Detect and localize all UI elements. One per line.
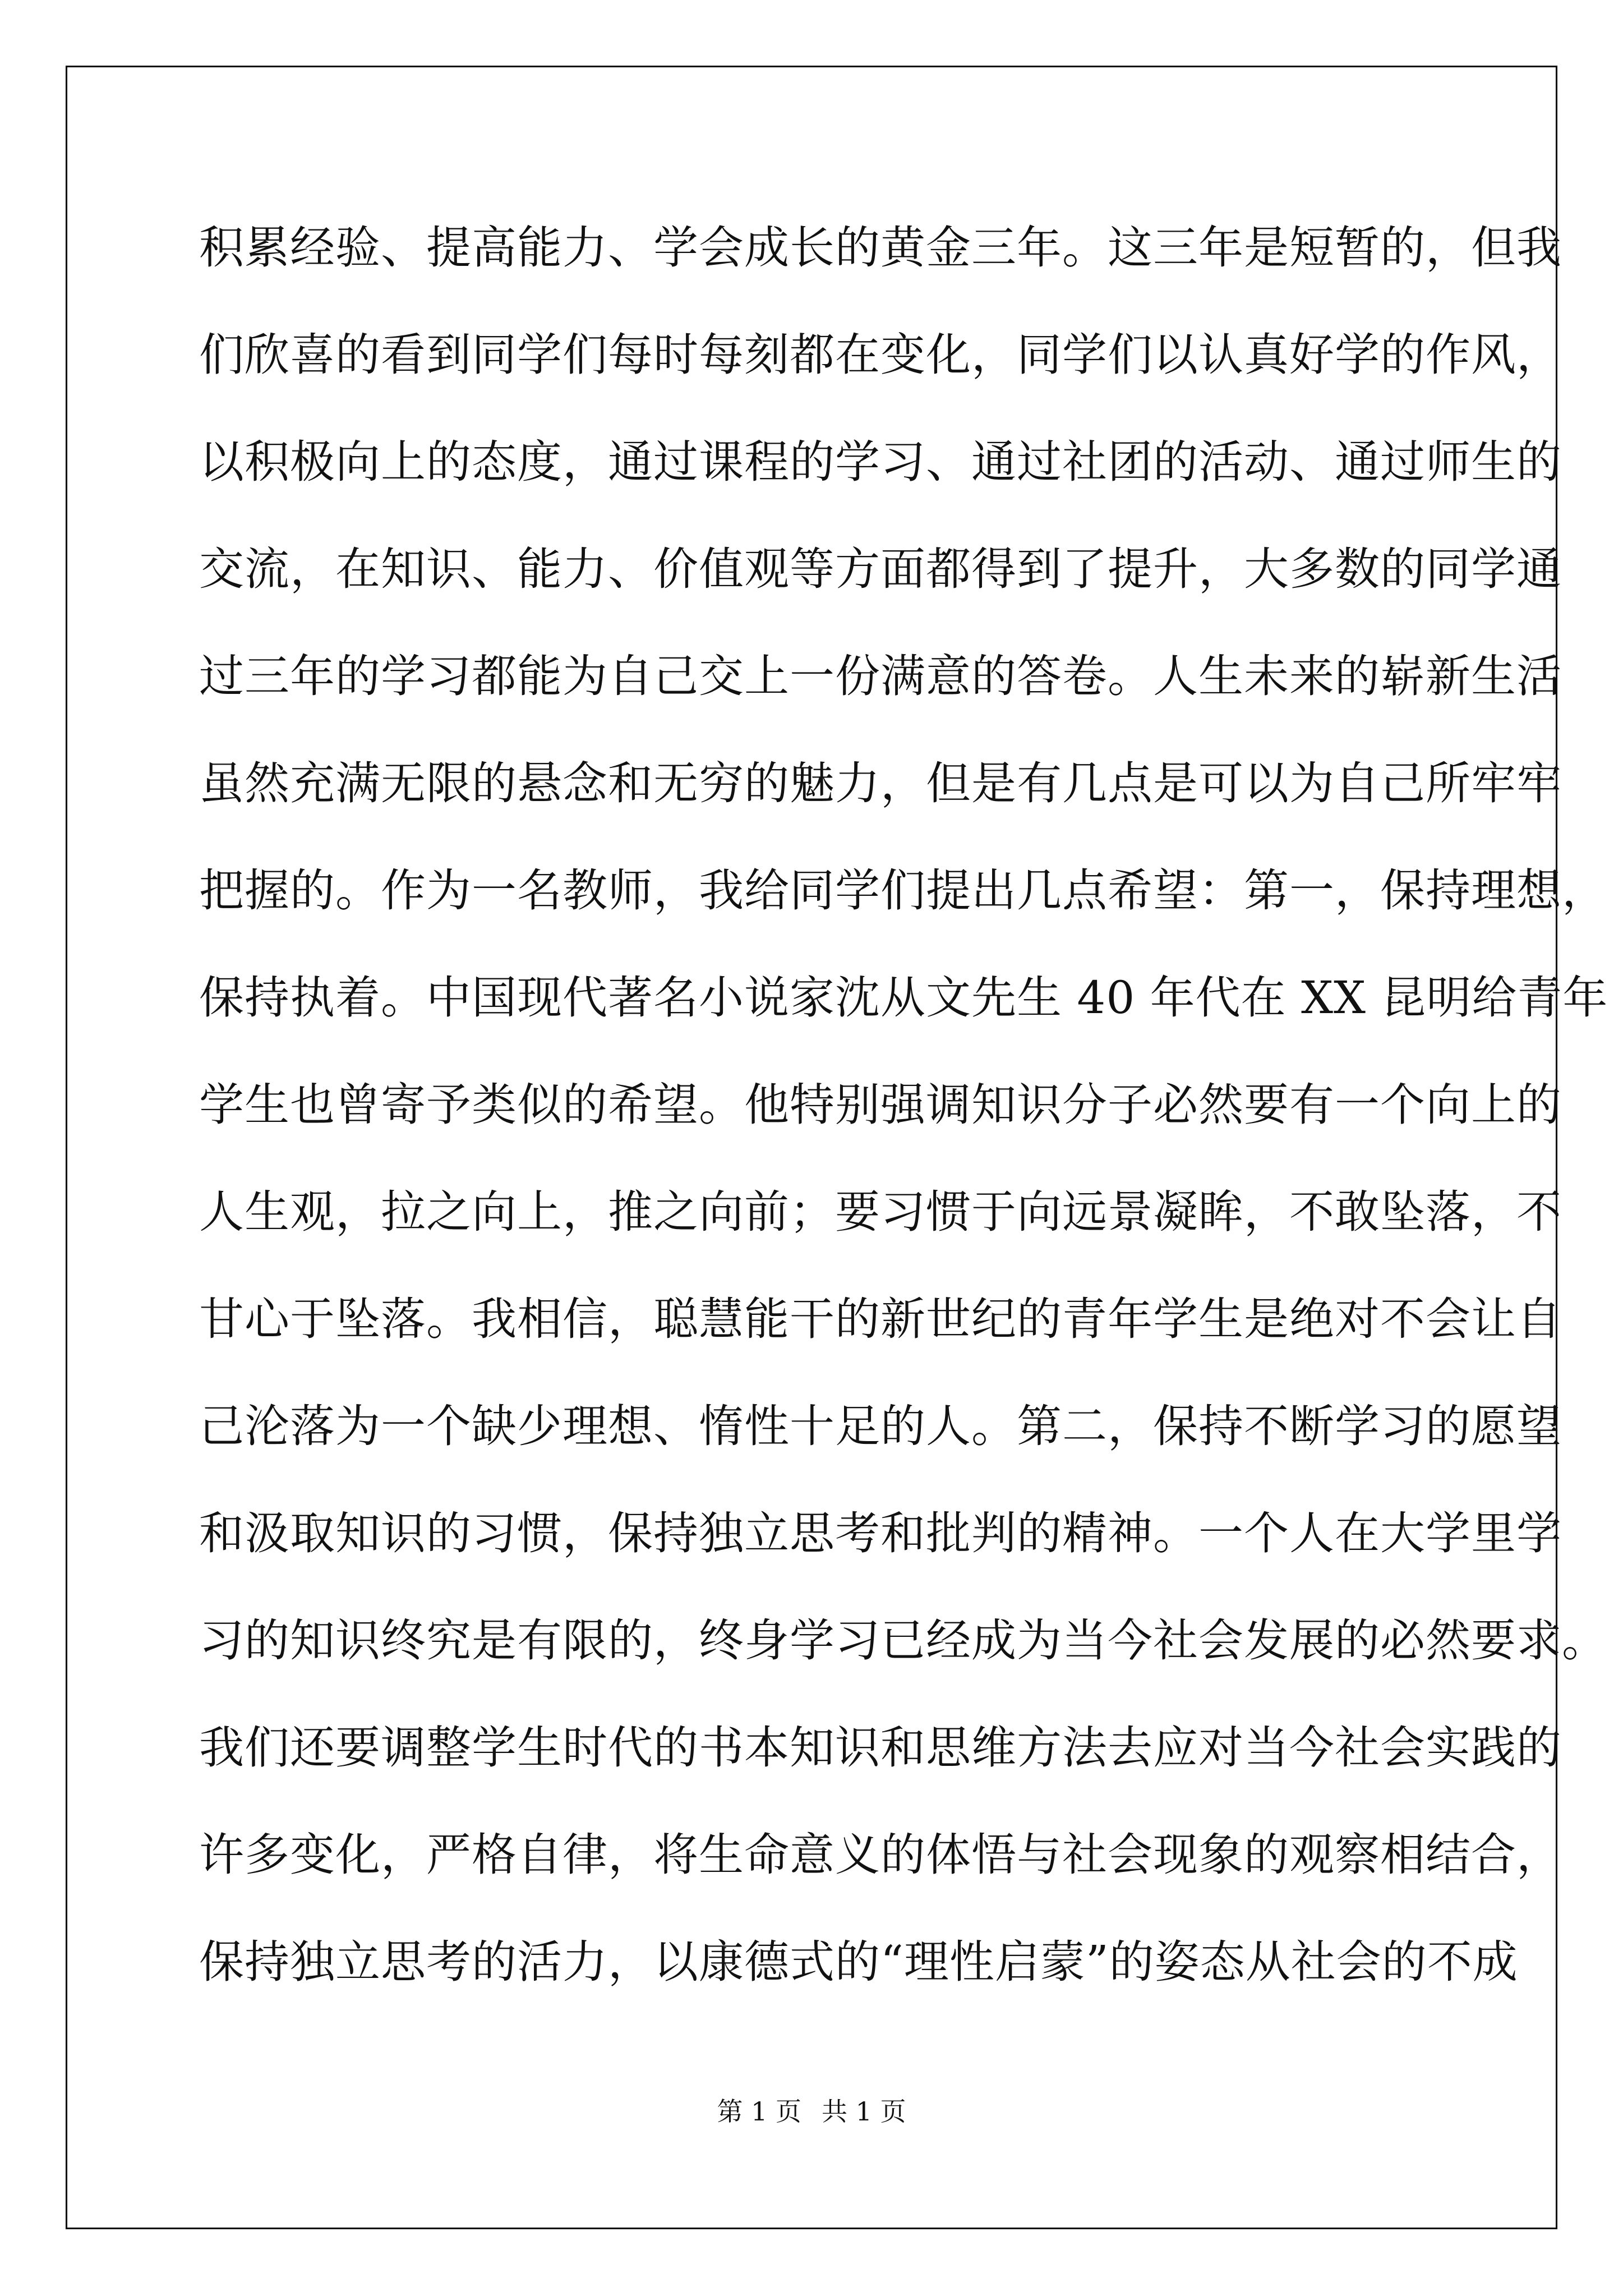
- text-line: 保持独立思考的活力，以康德式的“理性启蒙”的姿态从社会的不成: [199, 1936, 1518, 1988]
- text-line: 许多变化，严格自律，将生命意义的体悟与社会现象的观察相结合，: [199, 1829, 1562, 1881]
- text-line: 以积极向上的态度，通过课程的学习、通过社团的活动、通过师生的: [199, 436, 1562, 488]
- text-line: 积累经验、提高能力、学会成长的黄金三年。这三年是短暂的，但我: [199, 222, 1562, 274]
- text-line: 交流，在知识、能力、价值观等方面都得到了提升，大多数的同学通: [199, 543, 1562, 595]
- text-line: 学生也曾寄予类似的希望。他特别强调知识分子必然要有一个向上的: [199, 1079, 1562, 1131]
- text-line: 我们还要调整学生时代的书本知识和思维方法去应对当今社会实践的: [199, 1722, 1562, 1774]
- text-line: 己沦落为一个缺少理想、惰性十足的人。第二，保持不断学习的愿望: [199, 1400, 1562, 1452]
- text-line: 和汲取知识的习惯，保持独立思考和批判的精神。一个人在大学里学: [199, 1507, 1562, 1559]
- text-line: 甘心于坠落。我相信，聪慧能干的新世纪的青年学生是绝对不会让自: [199, 1293, 1562, 1345]
- text-line: 人生观，拉之向上，推之向前；要习惯于向远景凝眸，不敢坠落，不: [199, 1186, 1562, 1238]
- text-line: 习的知识终究是有限的，终身学习已经成为当今社会发展的必然要求。: [199, 1614, 1607, 1667]
- page-total: 共 1 页: [822, 2096, 906, 2127]
- text-line: 把握的。作为一名教师，我给同学们提出几点希望：第一，保持理想，: [199, 864, 1607, 917]
- page-footer: [0, 2091, 1623, 2128]
- text-line: 们欣喜的看到同学们每时每刻都在变化，同学们以认真好学的作风，: [199, 329, 1562, 381]
- text-line: 保持执着。中国现代著名小说家沈从文先生 40 年代在 XX 昆明给青年: [199, 972, 1608, 1024]
- text-line: 过三年的学习都能为自己交上一份满意的答卷。人生未来的崭新生活: [199, 650, 1562, 702]
- page-number: 第 1 页: [717, 2096, 801, 2127]
- page-border: [66, 66, 1557, 2229]
- text-line: 虽然充满无限的悬念和无穷的魅力，但是有几点是可以为自己所牢牢: [199, 757, 1562, 809]
